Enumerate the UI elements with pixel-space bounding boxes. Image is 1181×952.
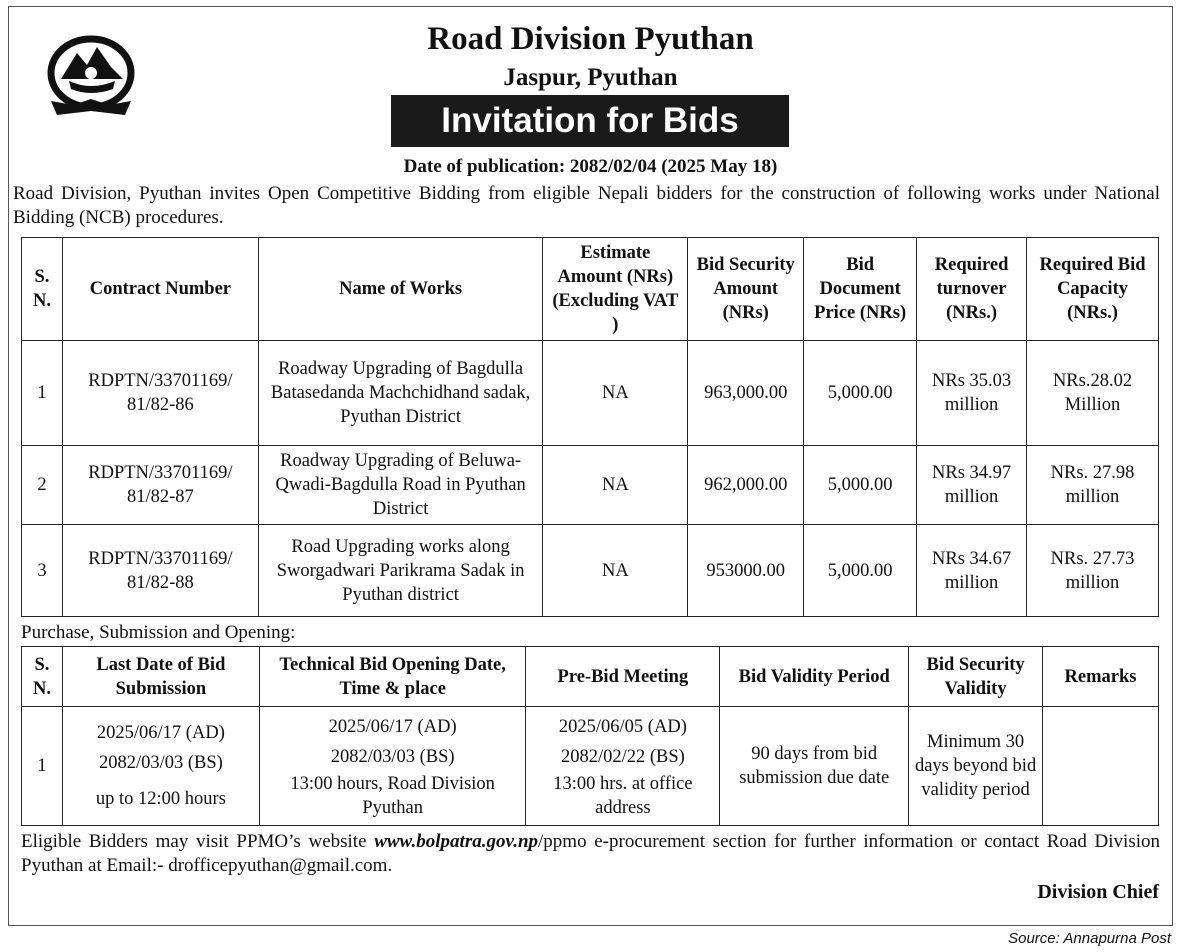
cell-pre-bid-meeting [526, 707, 720, 826]
opening-time-place: 13:00 hours, Road Division Pyuthan [290, 774, 495, 818]
opening-date-bs: 2082/03/03 (BS) [330, 747, 455, 767]
cell-turnover: NRs 34.67 million [917, 525, 1027, 617]
cell-security-validity: Minimum 30 days beyond bid validity period [909, 707, 1043, 826]
last-date-time: up to 12:00 hours [95, 789, 226, 809]
cell-sn: 1 [22, 707, 63, 826]
footer-paragraph [21, 830, 1160, 878]
header-contract-number: Contract Number [62, 238, 258, 341]
cell-name-of-works: Road Upgrading works along Sworgadwari Parikrama Sadak in Pyuthan district [258, 525, 543, 617]
cell-sn: 3 [22, 525, 63, 617]
cell-document-price: 5,000.00 [804, 525, 917, 617]
header-required-turnover: Required turnover (NRs.) [917, 238, 1027, 341]
cell-bid-capacity: NRs. 27.73 million [1027, 525, 1159, 617]
cell-turnover: NRs 34.97 million [917, 446, 1027, 525]
cell-bid-security: 962,000.00 [688, 446, 804, 525]
prebid-date-ad: 2025/06/05 (AD) [558, 717, 687, 737]
header-pre-bid-meeting: Pre-Bid Meeting [526, 647, 720, 707]
header-sn: S. N. [22, 647, 63, 707]
cell-bid-capacity: NRs.28.02 Million [1027, 341, 1159, 446]
cell-turnover: NRs 35.03 million [917, 341, 1027, 446]
cell-contract-number: RDPTN/33701169/ 81/82-87 [62, 446, 258, 525]
table-row [22, 446, 1159, 525]
signatory: Division Chief [1037, 881, 1159, 903]
schedule-label: Purchase, Submission and Opening: [21, 622, 296, 643]
office-address: Jaspur, Pyuthan [503, 64, 678, 91]
cell-bid-capacity: NRs. 27.98 million [1027, 446, 1159, 525]
header-name-of-works: Name of Works [258, 238, 543, 341]
cell-bid-security: 953000.00 [688, 525, 804, 617]
cell-document-price: 5,000.00 [804, 446, 917, 525]
cell-bid-opening [259, 707, 526, 826]
cell-document-price: 5,000.00 [804, 341, 917, 446]
last-date-bs: 2082/03/03 (BS) [98, 753, 223, 773]
cell-sn: 1 [22, 341, 63, 446]
cell-contract-number: RDPTN/33701169/ 81/82-86 [62, 341, 258, 446]
source-credit: Source: Annapurna Post [1008, 930, 1171, 947]
cell-contract-number: RDPTN/33701169/ 81/82-88 [62, 525, 258, 617]
ppmo-website-link[interactable]: www.bolpatra.gov.np [374, 831, 539, 852]
header-bid-opening: Technical Bid Opening Date, Time & place [259, 647, 526, 707]
notice-title-banner: Invitation for Bids [391, 95, 789, 147]
header-document-price: Bid Document Price (NRs) [804, 238, 917, 341]
header-estimate-amount: Estimate Amount (NRs) (Excluding VAT ) [543, 238, 688, 341]
table-row [22, 707, 1159, 826]
cell-last-date [62, 707, 259, 826]
prebid-date-bs: 2082/02/22 (BS) [560, 747, 685, 767]
header-sn: S. N. [22, 238, 63, 341]
header-bid-security: Bid Security Amount (NRs) [688, 238, 804, 341]
schedule-table-header [22, 647, 1159, 707]
cell-estimate: NA [543, 446, 688, 525]
cell-remarks [1043, 707, 1159, 826]
header-remarks: Remarks [1043, 647, 1159, 707]
footer-text-before: Eligible Bidders may visit PPMO’s website [21, 831, 375, 852]
cell-estimate: NA [543, 525, 688, 617]
cell-bid-validity: 90 days from bid submission due date [720, 707, 909, 826]
last-date-ad: 2025/06/17 (AD) [96, 723, 225, 743]
prebid-time-place: 13:00 hrs. at office address [553, 774, 693, 818]
cell-sn: 2 [22, 446, 63, 525]
cell-bid-security: 963,000.00 [688, 341, 804, 446]
publication-date: Date of publication: 2082/02/04 (2025 May 18) [403, 156, 778, 177]
opening-date-ad: 2025/06/17 (AD) [328, 717, 457, 737]
header-bid-capacity: Required Bid Capacity (NRs.) [1027, 238, 1159, 341]
cell-estimate: NA [543, 341, 688, 446]
cell-name-of-works: Roadway Upgrading of Bagdulla Batasedanda Machchidhand sadak, Pyuthan District [258, 341, 543, 446]
header-security-validity: Bid Security Validity [909, 647, 1043, 707]
footer-text-after: /ppmo e-procurement section for further information or contact Road Division Pyuthan at Email:- drofficepyuthan@gmail.com. [21, 831, 1160, 876]
table-row [22, 525, 1159, 617]
cell-name-of-works: Roadway Upgrading of Beluwa-Qwadi-Bagdulla Road in Pyuthan District [258, 446, 543, 525]
office-name: Road Division Pyuthan [427, 21, 754, 57]
works-table-header [22, 238, 1159, 341]
table-row [22, 341, 1159, 446]
header-last-date: Last Date of Bid Submission [62, 647, 259, 707]
works-table [21, 237, 1159, 617]
schedule-table [21, 646, 1159, 826]
header-bid-validity: Bid Validity Period [720, 647, 909, 707]
intro-paragraph: Road Division, Pyuthan invites Open Competitive Bidding from eligible Nepali bidders for the construction of following works under National Bidding (NCB) procedures. [13, 183, 1160, 228]
